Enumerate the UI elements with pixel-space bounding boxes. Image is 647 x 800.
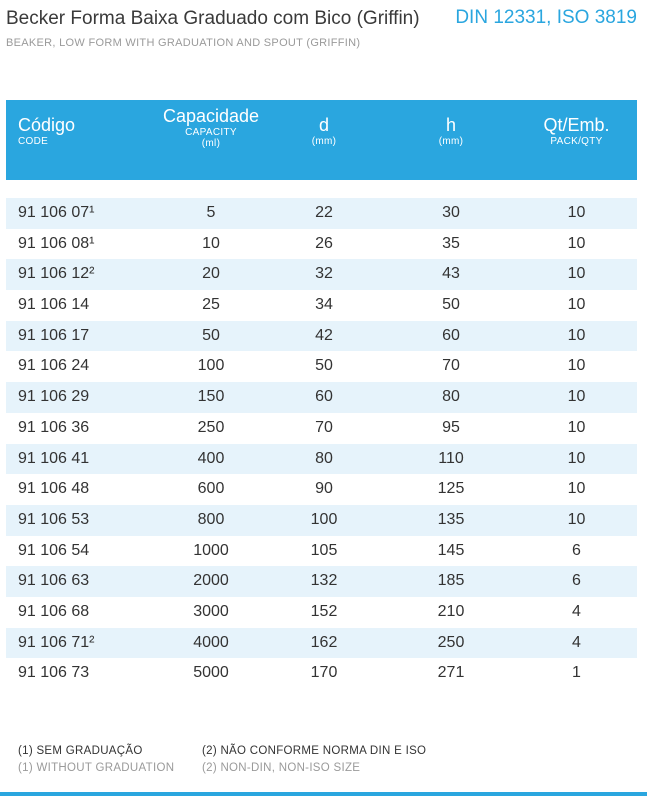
cell-h: 50	[442, 296, 460, 314]
cell-code: 91 106 12²	[18, 265, 95, 283]
cell-code: 91 106 63	[18, 572, 90, 590]
cell-capacity: 800	[197, 510, 225, 528]
header-code-label: Código	[18, 115, 76, 135]
cell-qt: 10	[567, 449, 586, 467]
cell-qt: 1	[572, 664, 581, 682]
cell-d: 80	[315, 449, 333, 467]
cell-capacity: 25	[202, 296, 220, 314]
cell-code: 91 106 36	[18, 418, 90, 436]
cell-code: 91 106 54	[18, 541, 90, 559]
header-capacity-label: Capacidade	[162, 106, 260, 126]
cell-capacity: 10	[202, 234, 220, 252]
cell-capacity: 100	[197, 357, 225, 375]
cell-d: 170	[310, 664, 338, 682]
table-row	[6, 658, 637, 689]
page-title: Becker Forma Baixa Graduado com Bico (Griffin)	[6, 8, 420, 29]
table-row	[6, 321, 637, 352]
header-h-unit: (mm)	[438, 135, 464, 147]
cell-qt: 6	[572, 572, 581, 590]
cell-h: 95	[442, 418, 460, 436]
cell-d: 60	[315, 388, 333, 406]
cell-code: 91 106 14	[18, 296, 90, 314]
cell-capacity: 50	[202, 326, 220, 344]
cell-d: 34	[315, 296, 333, 314]
table-row	[6, 474, 637, 505]
footnote-1-en: (1) WITHOUT GRADUATION	[18, 762, 175, 774]
cell-capacity: 250	[197, 418, 225, 436]
cell-capacity: 150	[197, 388, 225, 406]
table-row	[6, 198, 637, 229]
cell-qt: 6	[572, 541, 581, 559]
cell-qt: 10	[567, 204, 586, 221]
cell-capacity: 600	[197, 480, 225, 498]
cell-d: 152	[310, 602, 338, 620]
cell-d: 42	[315, 326, 333, 344]
bottom-divider	[0, 792, 647, 796]
cell-qt: 10	[567, 388, 586, 406]
cell-d: 32	[315, 265, 333, 283]
table-row	[6, 259, 637, 290]
cell-code: 91 106 24	[18, 357, 90, 375]
cell-qt: 4	[572, 633, 581, 651]
cell-code: 91 106 07¹	[18, 204, 95, 221]
footnote-1-pt: (1) SEM GRADUAÇÃO	[18, 745, 143, 757]
table-row	[6, 505, 637, 536]
table-row	[6, 444, 637, 475]
table-row	[6, 597, 637, 628]
table-row	[6, 628, 637, 659]
cell-h: 35	[442, 234, 460, 252]
footnote-2-en: (2) NON-DIN, NON-ISO SIZE	[202, 762, 361, 774]
cell-qt: 10	[567, 234, 586, 252]
table-row	[6, 382, 637, 413]
cell-capacity: 5	[206, 204, 216, 221]
header-d-unit: (mm)	[311, 135, 337, 147]
cell-capacity: 1000	[193, 541, 229, 559]
cell-h: 60	[442, 326, 460, 344]
cell-qt: 10	[567, 418, 586, 436]
cell-d: 90	[315, 480, 333, 498]
header-d-label: d	[318, 115, 329, 135]
cell-h: 80	[442, 388, 460, 406]
cell-code: 91 106 08¹	[18, 234, 95, 252]
header-capacity-sub: CAPACITY	[185, 126, 237, 138]
table-header	[6, 100, 637, 180]
table-row	[6, 229, 637, 260]
cell-d: 132	[310, 572, 338, 590]
cell-code: 91 106 73	[18, 664, 90, 682]
header-qt-label: Qt/Emb.	[543, 115, 610, 135]
cell-d: 105	[310, 541, 338, 559]
cell-h: 125	[437, 480, 465, 498]
cell-code: 91 106 48	[18, 480, 90, 498]
header-capacity-unit: (ml)	[201, 138, 221, 150]
header-code	[18, 115, 75, 147]
header-code-sub: CODE	[18, 135, 49, 147]
cell-d: 70	[315, 418, 333, 436]
cell-h: 271	[437, 664, 465, 682]
cell-h: 110	[438, 449, 464, 467]
cell-h: 250	[437, 633, 465, 651]
cell-d: 26	[315, 234, 333, 252]
cell-qt: 4	[572, 602, 581, 620]
cell-h: 70	[442, 357, 460, 375]
cell-capacity: 3000	[193, 602, 229, 620]
cell-qt: 10	[567, 480, 586, 498]
cell-h: 135	[437, 510, 465, 528]
cell-code: 91 106 71²	[18, 633, 95, 651]
cell-qt: 10	[567, 357, 586, 375]
table-row	[6, 536, 637, 567]
cell-qt: 10	[567, 326, 586, 344]
cell-capacity: 2000	[193, 572, 229, 590]
table-row	[6, 566, 637, 597]
table-body	[6, 198, 637, 689]
page-subtitle: BEAKER, LOW FORM WITH GRADUATION AND SPOUT (GRIFFIN)	[6, 37, 361, 49]
cell-h: 210	[437, 602, 465, 620]
cell-capacity: 400	[197, 449, 225, 467]
cell-code: 91 106 53	[18, 510, 90, 528]
cell-d: 50	[315, 357, 333, 375]
header-d	[264, 115, 384, 147]
cell-h: 185	[437, 572, 465, 590]
header-h	[391, 115, 511, 147]
table-row	[6, 290, 637, 321]
footnote-2-pt: (2) NÃO CONFORME NORMA DIN E ISO	[202, 745, 427, 757]
cell-code: 91 106 17	[18, 326, 90, 344]
standard-label: DIN 12331, ISO 3819	[455, 7, 637, 28]
cell-code: 91 106 68	[18, 602, 90, 620]
cell-h: 145	[437, 541, 465, 559]
cell-d: 100	[310, 510, 338, 528]
cell-code: 91 106 41	[18, 449, 90, 467]
table-row	[6, 413, 637, 444]
cell-h: 30	[442, 204, 460, 221]
header-qt	[516, 115, 637, 147]
cell-qt: 10	[567, 296, 586, 314]
cell-qt: 10	[567, 510, 586, 528]
cell-h: 43	[442, 265, 460, 283]
cell-capacity: 4000	[193, 633, 229, 651]
cell-capacity: 20	[202, 265, 220, 283]
cell-code: 91 106 29	[18, 388, 90, 406]
cell-capacity: 5000	[193, 664, 229, 682]
cell-qt: 10	[567, 265, 586, 283]
cell-d: 22	[315, 204, 333, 221]
cell-d: 162	[310, 633, 338, 651]
table-row	[6, 351, 637, 382]
header-qt-sub: PACK/QTY	[550, 135, 603, 147]
header-h-label: h	[445, 115, 456, 135]
